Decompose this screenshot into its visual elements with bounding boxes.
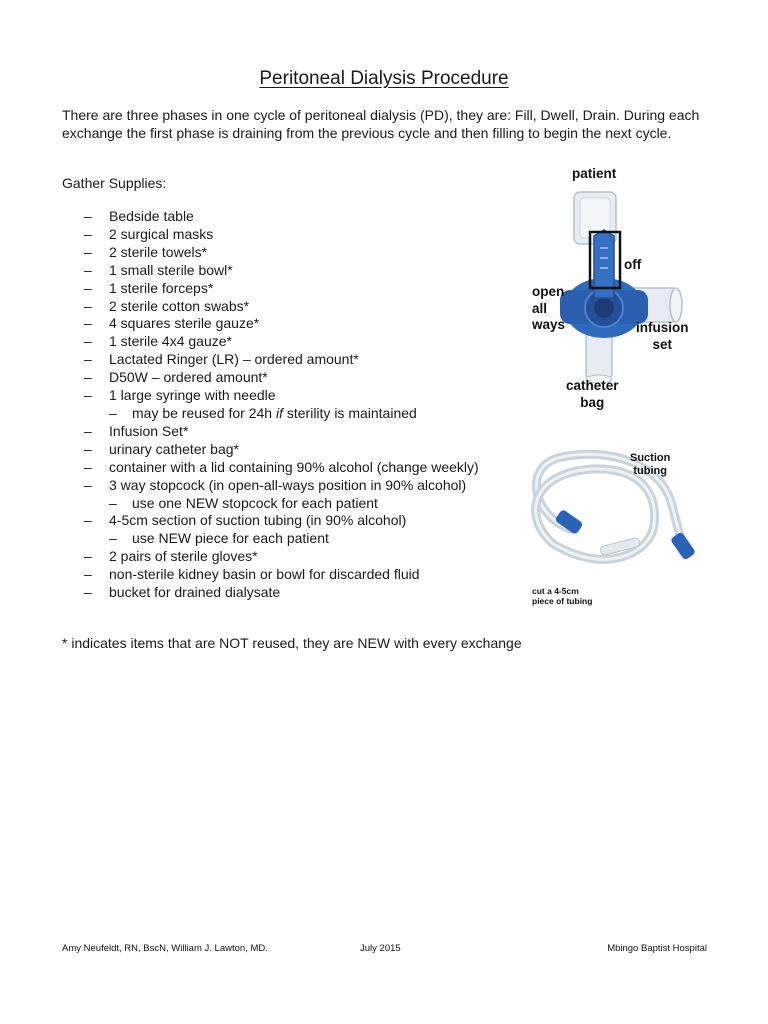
list-dash: – — [109, 494, 117, 511]
supply-subitem — [84, 530, 479, 548]
list-dash: – — [84, 279, 92, 296]
list-dash: – — [84, 584, 92, 601]
supply-text: use one NEW stopcock for each patient — [132, 494, 378, 511]
list-dash: – — [84, 387, 92, 404]
list-dash: – — [84, 512, 92, 529]
supply-item — [84, 244, 479, 262]
supply-text: 2 sterile cotton swabs* — [109, 297, 250, 314]
list-dash: – — [84, 440, 92, 457]
supply-text: 4 squares sterile gauze* — [109, 315, 260, 332]
supply-item — [84, 548, 479, 566]
supply-text: Bedside table — [109, 208, 194, 224]
list-dash: – — [84, 369, 92, 386]
supply-subitem — [84, 495, 479, 513]
supply-item — [84, 566, 479, 584]
supply-text: 1 small sterile bowl* — [109, 261, 233, 278]
list-dash: – — [84, 422, 92, 439]
list-dash: – — [84, 243, 92, 260]
gather-supplies-heading: Gather Supplies: — [62, 175, 167, 191]
supply-item — [84, 280, 479, 298]
open-all-ways-label: open all ways — [532, 284, 566, 332]
list-dash: – — [84, 208, 92, 224]
suction-tubing-figure — [522, 445, 702, 613]
supply-item — [84, 387, 479, 405]
supply-item — [84, 333, 479, 351]
supply-text: may be reused for 24h if sterility is maintained — [132, 404, 417, 421]
supply-item — [84, 298, 479, 316]
list-dash: – — [84, 333, 92, 350]
supply-item — [84, 423, 479, 441]
supply-item — [84, 315, 479, 333]
intro-paragraph: There are three phases in one cycle of peritoneal dialysis (PD), they are: Fill, Dwell, Drain. During each exchange the first phase is draining from the previous cycle and then filling to begin the next cycle. — [62, 107, 700, 141]
supply-text: 2 pairs of sterile gloves* — [109, 548, 258, 565]
supply-text: 2 surgical masks — [109, 225, 214, 242]
supply-item — [84, 351, 479, 369]
footer-hospital: Mbingo Baptist Hospital — [607, 943, 707, 954]
supply-text: D50W – ordered amount* — [109, 369, 268, 386]
supply-item — [84, 369, 479, 387]
catheter-bag-label: catheter bag — [566, 378, 619, 410]
supply-text: 2 sterile towels* — [109, 243, 208, 260]
supply-text: 1 sterile 4x4 gauze* — [109, 333, 232, 350]
patient-label: patient — [572, 166, 617, 181]
list-dash: – — [84, 315, 92, 332]
infusion-set-label: infusion set — [636, 320, 689, 352]
list-dash: – — [109, 404, 117, 421]
supply-item — [84, 262, 479, 280]
footnote: * indicates items that are NOT reused, they are NEW with every exchange — [62, 635, 522, 651]
supply-text: 1 large syringe with needle — [109, 387, 276, 404]
supplies-list — [84, 208, 479, 602]
supply-text: urinary catheter bag* — [109, 440, 239, 457]
supply-text: Infusion Set* — [109, 422, 189, 439]
supply-item — [84, 512, 479, 530]
supply-text: 3 way stopcock (in open-all-ways position in 90% alcohol) — [109, 476, 467, 493]
supply-text: container with a lid containing 90% alcohol (change weekly) — [109, 458, 479, 475]
supply-text: Lactated Ringer (LR) – ordered amount* — [109, 351, 359, 368]
list-dash: – — [84, 297, 92, 314]
list-dash: – — [84, 225, 92, 242]
stopcock-figure — [528, 160, 700, 415]
list-dash: – — [109, 530, 117, 547]
supply-item — [84, 584, 479, 602]
list-dash: – — [84, 566, 92, 583]
supply-text: use NEW piece for each patient — [132, 530, 329, 547]
list-dash: – — [84, 548, 92, 565]
supply-item — [84, 208, 479, 226]
supply-subitem — [84, 405, 479, 423]
off-label: off — [624, 257, 642, 272]
footer-authors: Amy Neufeldt, RN, BscN, William J. Lawton, MD. — [62, 943, 268, 954]
list-dash: – — [84, 351, 92, 368]
supply-text: non-sterile kidney basin or bowl for discarded fluid — [109, 566, 420, 583]
supply-item — [84, 441, 479, 459]
supply-text: bucket for drained dialysate — [109, 584, 281, 601]
supply-text: 1 sterile forceps* — [109, 279, 214, 296]
suction-tubing-label: Suction tubing — [630, 452, 671, 477]
list-dash: – — [84, 261, 92, 278]
list-dash: – — [84, 476, 92, 493]
footer-date: July 2015 — [360, 943, 401, 954]
supply-item — [84, 459, 479, 477]
cut-piece-caption: cut a 4-5cm piece of tubing — [532, 586, 593, 606]
supply-text: 4-5cm section of suction tubing (in 90% alcohol) — [109, 512, 407, 529]
list-dash: – — [84, 458, 92, 475]
supply-item — [84, 477, 479, 495]
page-title: Peritoneal Dialysis Procedure — [259, 68, 509, 89]
supply-item — [84, 226, 479, 244]
